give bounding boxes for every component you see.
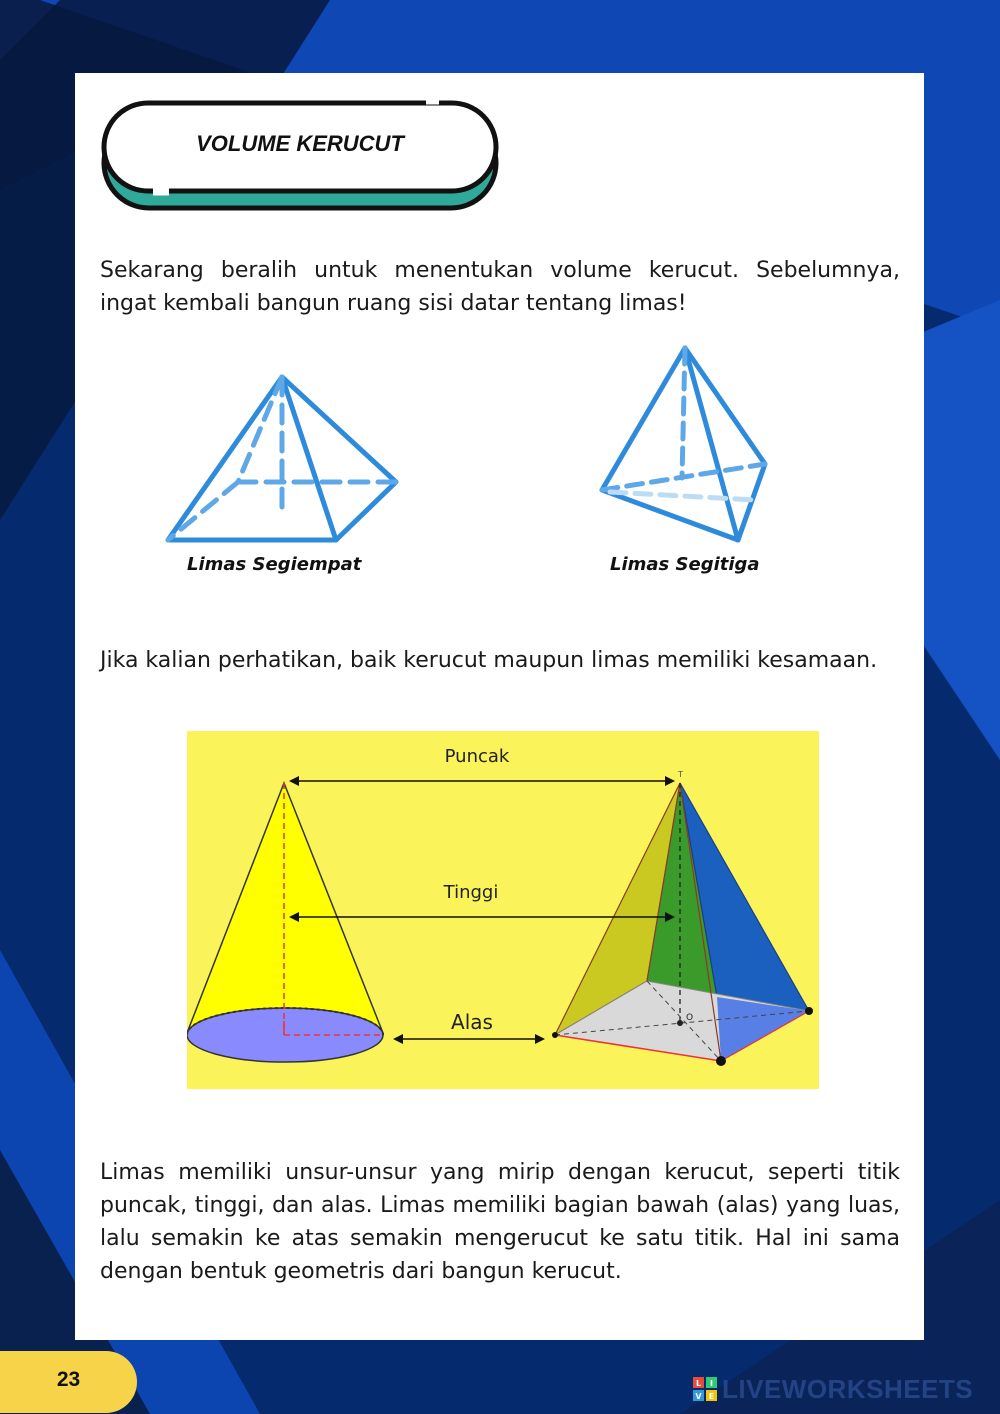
svg-text:V: V — [695, 1392, 702, 1401]
triangular-pyramid-caption: Limas Segitiga — [610, 554, 760, 575]
page-number: 23 — [56, 1368, 81, 1391]
svg-text:L: L — [695, 1379, 702, 1388]
cone-pyramid-comparison-diagram — [187, 731, 819, 1089]
liveworksheets-watermark[interactable]: LIVEWORKSHEETS — [722, 1374, 974, 1404]
square-pyramid-figure — [160, 365, 410, 550]
svg-text:E: E — [708, 1392, 715, 1401]
triangular-pyramid-figure — [590, 340, 775, 550]
similarity-paragraph: Jika kalian perhatikan, baik kerucut maupun limas memiliki kesamaan. — [100, 648, 878, 673]
point-center-label: O — [686, 1013, 694, 1023]
base-label: Alas — [451, 1010, 493, 1034]
point-apex-label: T — [678, 770, 683, 779]
apex-label: Puncak — [444, 746, 510, 767]
liveworksheets-logo-icon — [693, 1377, 717, 1401]
height-label: Tinggi — [443, 882, 499, 903]
svg-text:I: I — [710, 1379, 713, 1388]
intro-paragraph: Sekarang beralih untuk menentukan volume kerucut. Sebelumnya, ingat kembali bangun ruang sisi datar tentang limas! — [100, 258, 900, 316]
square-pyramid-caption: Limas Segiempat — [187, 554, 362, 575]
section-title: VOLUME KERUCUT — [196, 131, 404, 156]
explanation-paragraph: Limas memiliki unsur-unsur yang mirip dengan kerucut, seperti titik puncak, tinggi, dan alas. Limas memiliki bagian bawah (alas) yang luas, lalu semakin ke atas semakin mengerucut ke satu titik. Hal ini sama dengan bentuk geometris dari bangun kerucut. — [100, 1160, 900, 1284]
